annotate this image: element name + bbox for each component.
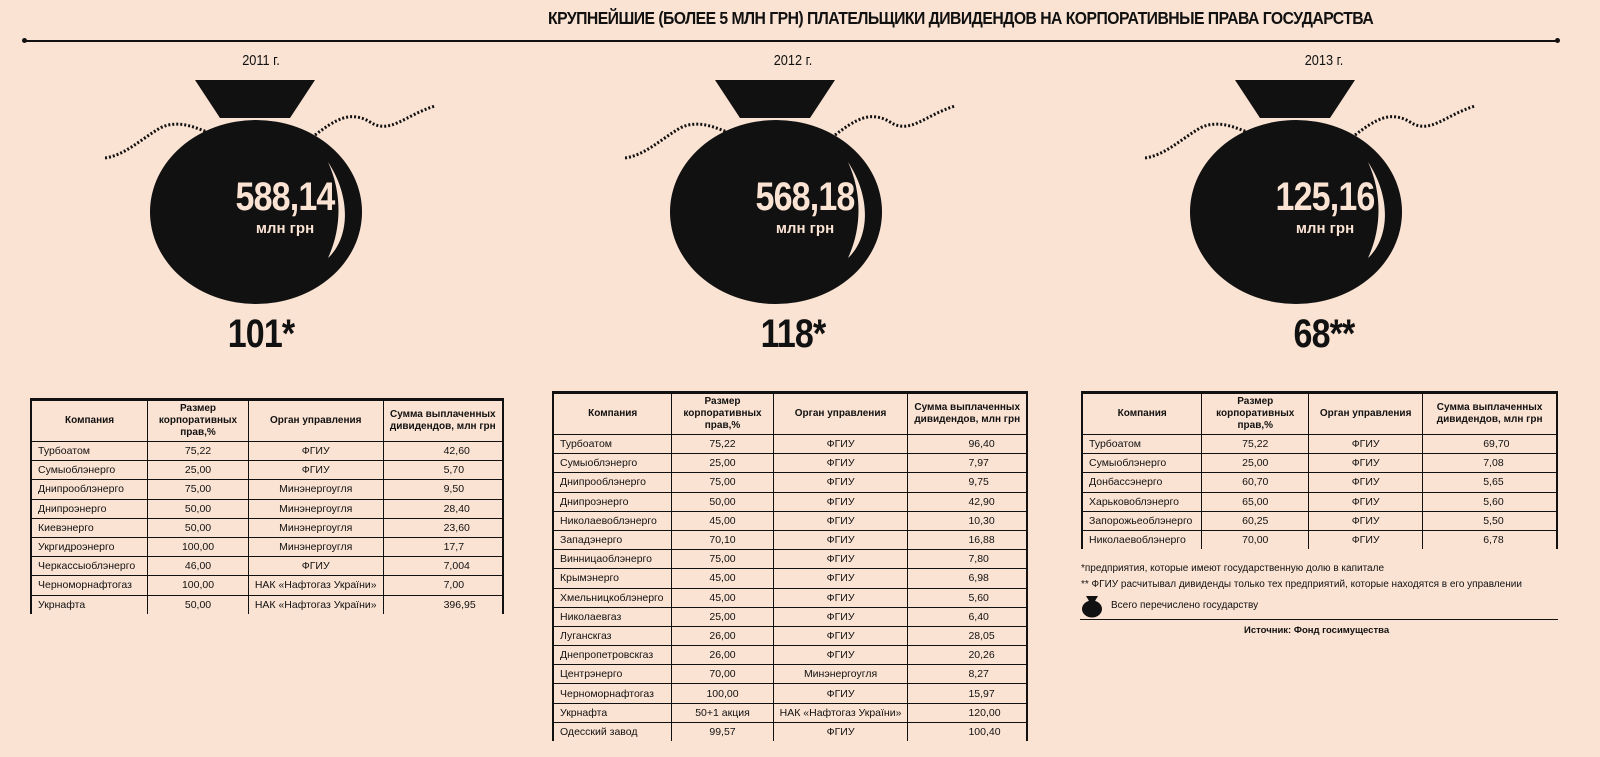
table-row [553,569,1027,588]
year-2012-label: 2012 г. [773,52,813,69]
authority-cell: Минэнергоугля [248,537,383,556]
dividends-cell: 5,70 [383,461,503,480]
footnote-double-asterisk: ** ФГИУ расчитывал дивиденды только тех предприятий, которые находятся в его управлении [1081,579,1522,590]
col-header-share: Размер корпоративных прав,% [148,400,249,442]
share-cell: 50,00 [148,499,249,518]
company-cell: Турбоатом [31,442,148,461]
company-cell: Николаевоблэнерго [1082,530,1202,549]
table-row [1082,530,1557,549]
table-row [553,646,1027,665]
table-row [553,530,1027,549]
company-cell: Сумыоблэнерго [553,454,672,473]
dividends-cell: 42,90 [908,492,1027,511]
table-row [31,499,503,518]
share-cell: 75,22 [148,442,249,461]
authority-cell: ФГИУ [773,511,908,530]
dividends-cell: 23,60 [383,518,503,537]
dividends-cell: 5,60 [1423,492,1557,511]
dividends-cell: 396,95 [383,595,503,614]
dividends-cell: 7,08 [1423,454,1557,473]
company-cell: Западэнерго [553,530,672,549]
share-cell: 25,00 [1202,454,1309,473]
company-cell: Днипрооблэнерго [553,473,672,492]
company-cell: Укргидроэнерго [31,537,148,556]
table-row [1082,435,1557,454]
table-row [553,492,1027,511]
year-2013-label: 2013 г. [1304,52,1344,69]
table-row [553,626,1027,645]
company-cell: Днипроэнерго [31,499,148,518]
dividends-cell: 7,97 [908,454,1027,473]
dividends-cell: 42,60 [383,442,503,461]
company-cell: Днепропетровскгаз [553,646,672,665]
company-cell: Центрэнерго [553,665,672,684]
table-row [31,576,503,595]
share-cell: 25,00 [672,454,773,473]
table-row [553,435,1027,454]
bag-amount-2011: 588,14 [235,175,335,219]
authority-cell: ФГИУ [773,722,908,741]
table-row [553,511,1027,530]
table-row [553,607,1027,626]
company-cell: Днипроэнерго [553,492,672,511]
company-cell: Крымэнерго [553,569,672,588]
authority-cell: ФГИУ [773,550,908,569]
authority-cell: ФГИУ [773,607,908,626]
authority-cell: НАК «Нафтогаз України» [773,703,908,722]
dividends-table-2012 [552,391,1028,741]
payers-count-2012: 118* [760,312,826,356]
authority-cell: Минэнергоугля [773,665,908,684]
table-row [553,473,1027,492]
authority-cell: ФГИУ [773,435,908,454]
company-cell: Черноморнафтогаз [31,576,148,595]
col-header-company: Компания [1082,393,1202,435]
col-header-dividends: Сумма выплаченных дивидендов, млн грн [383,400,503,442]
dividends-cell: 9,75 [908,473,1027,492]
share-cell: 100,00 [148,576,249,595]
dividends-cell: 28,40 [383,499,503,518]
table-row [1082,492,1557,511]
company-cell: Донбассэнерго [1082,473,1202,492]
company-cell: Черкассыоблэнерго [31,557,148,576]
dividends-cell: 5,50 [1423,511,1557,530]
authority-cell: ФГИУ [1309,492,1423,511]
company-cell: Винницаоблэнерго [553,550,672,569]
company-cell: Запорожьеоблэнерго [1082,511,1202,530]
dividends-cell: 16,88 [908,530,1027,549]
authority-cell: ФГИУ [1309,530,1423,549]
share-cell: 46,00 [148,557,249,576]
table-row [553,665,1027,684]
share-cell: 60,25 [1202,511,1309,530]
dividends-cell: 20,26 [908,646,1027,665]
authority-cell: ФГИУ [773,569,908,588]
table-row [31,461,503,480]
company-cell: Сумыоблэнерго [1082,454,1202,473]
col-header-share: Размер корпоративных прав,% [1202,393,1309,435]
share-cell: 45,00 [672,588,773,607]
money-bag-2011 [105,80,445,310]
table-row [553,722,1027,741]
company-cell: Николаевоблэнерго [553,511,672,530]
authority-cell: ФГИУ [773,646,908,665]
dividends-cell: 17,7 [383,537,503,556]
authority-cell: Минэнергоугля [248,480,383,499]
authority-cell: Минэнергоугля [248,499,383,518]
table-row [31,595,503,614]
company-cell: Турбоатом [553,435,672,454]
company-cell: Николаевгаз [553,607,672,626]
payers-count-2011: 101* [227,312,295,356]
col-header-dividends: Сумма выплаченных дивидендов, млн грн [1423,393,1557,435]
bag-amount-2013: 125,16 [1275,175,1375,219]
share-cell: 99,57 [672,722,773,741]
company-cell: Одесский завод [553,722,672,741]
company-cell: Днипрооблэнерго [31,480,148,499]
dividends-cell: 120,00 [908,703,1027,722]
table-row [1082,473,1557,492]
payers-count-2013: 68** [1293,312,1355,356]
share-cell: 25,00 [148,461,249,480]
authority-cell: ФГИУ [773,684,908,703]
legend-label: Всего перечислено государству [1111,600,1259,611]
share-cell: 70,10 [672,530,773,549]
authority-cell: НАК «Нафтогаз України» [248,576,383,595]
dividends-cell: 15,97 [908,684,1027,703]
table-row [553,550,1027,569]
year-2011-label: 2011 г. [242,52,280,69]
dividends-cell: 7,00 [383,576,503,595]
authority-cell: Минэнергоугля [248,518,383,537]
share-cell: 25,00 [672,607,773,626]
footer-rule [1080,619,1558,620]
table-row [31,480,503,499]
dividends-cell: 5,60 [908,588,1027,607]
company-cell: Хмельницкоблэнерго [553,588,672,607]
authority-cell: ФГИУ [248,461,383,480]
bag-unit-2012: млн грн [775,220,835,237]
bag-amount-2012: 568,18 [755,175,855,219]
authority-cell: ФГИУ [773,626,908,645]
dividends-table-2013 [1081,391,1558,549]
share-cell: 65,00 [1202,492,1309,511]
footnote-single-asterisk: *предприятия, которые имеют государственную долю в капитале [1081,563,1385,574]
col-header-authority: Орган управления [773,393,908,435]
authority-cell: ФГИУ [773,530,908,549]
table-row [31,537,503,556]
table-row [31,442,503,461]
share-cell: 75,00 [148,480,249,499]
authority-cell: ФГИУ [248,557,383,576]
table-row [31,557,503,576]
title-rule [24,40,1558,42]
infographic-title: КРУПНЕЙШИЕ (БОЛЕЕ 5 МЛН ГРН) ПЛАТЕЛЬЩИКИ ДИВИДЕНДОВ НА КОРПОРАТИВНЫЕ ПРАВА ГОСУДАРСТВА [548,8,1374,28]
authority-cell: ФГИУ [773,454,908,473]
share-cell: 50,00 [148,595,249,614]
bag-unit-2013: млн грн [1295,220,1355,237]
col-header-share: Размер корпоративных прав,% [672,393,773,435]
dividends-cell: 9,50 [383,480,503,499]
rule-dot-left [22,38,27,43]
authority-cell: ФГИУ [773,492,908,511]
authority-cell: ФГИУ [1309,435,1423,454]
share-cell: 45,00 [672,511,773,530]
dividends-cell: 96,40 [908,435,1027,454]
dividends-cell: 7,004 [383,557,503,576]
share-cell: 26,00 [672,646,773,665]
col-header-authority: Орган управления [1309,393,1423,435]
dividends-cell: 28,05 [908,626,1027,645]
dividends-cell: 6,78 [1423,530,1557,549]
dividends-cell: 7,80 [908,550,1027,569]
share-cell: 100,00 [672,684,773,703]
share-cell: 70,00 [672,665,773,684]
bag-unit-2011: млн грн [255,220,315,237]
company-cell: Луганскгаз [553,626,672,645]
col-header-dividends: Сумма выплаченных дивидендов, млн грн [908,393,1027,435]
table-row [553,684,1027,703]
authority-cell: ФГИУ [773,588,908,607]
authority-cell: НАК «Нафтогаз України» [248,595,383,614]
source-label: Источник: Фонд госимущества [1244,625,1390,636]
share-cell: 60,70 [1202,473,1309,492]
rule-dot-right [1555,38,1560,43]
company-cell: Турбоатом [1082,435,1202,454]
share-cell: 75,00 [672,473,773,492]
company-cell: Укрнафта [553,703,672,722]
dividends-cell: 6,98 [908,569,1027,588]
money-bag-2013 [1145,80,1485,310]
table-row [553,588,1027,607]
share-cell: 100,00 [148,537,249,556]
dividends-cell: 5,65 [1423,473,1557,492]
company-cell: Сумыоблэнерго [31,461,148,480]
col-header-authority: Орган управления [248,400,383,442]
company-cell: Харьковоблэнерго [1082,492,1202,511]
dividends-cell: 6,40 [908,607,1027,626]
share-cell: 75,00 [672,550,773,569]
share-cell: 45,00 [672,569,773,588]
share-cell: 26,00 [672,626,773,645]
col-header-company: Компания [553,393,672,435]
company-cell: Черноморнафтогаз [553,684,672,703]
table-row [553,454,1027,473]
company-cell: Киевэнерго [31,518,148,537]
authority-cell: ФГИУ [1309,454,1423,473]
share-cell: 50,00 [672,492,773,511]
share-cell: 70,00 [1202,530,1309,549]
authority-cell: ФГИУ [1309,473,1423,492]
table-row [553,703,1027,722]
table-row [1082,454,1557,473]
dividends-cell: 69,70 [1423,435,1557,454]
authority-cell: ФГИУ [1309,511,1423,530]
authority-cell: ФГИУ [248,442,383,461]
authority-cell: ФГИУ [773,473,908,492]
table-row [1082,511,1557,530]
share-cell: 50,00 [148,518,249,537]
col-header-company: Компания [31,400,148,442]
share-cell: 75,22 [672,435,773,454]
dividends-table-2011 [30,398,504,614]
share-cell: 75,22 [1202,435,1309,454]
company-cell: Укрнафта [31,595,148,614]
dividends-cell: 10,30 [908,511,1027,530]
dividends-cell: 8,27 [908,665,1027,684]
dividends-cell: 100,40 [908,722,1027,741]
money-bag-2012 [625,80,965,310]
table-row [31,518,503,537]
share-cell: 50+1 акция [672,703,773,722]
